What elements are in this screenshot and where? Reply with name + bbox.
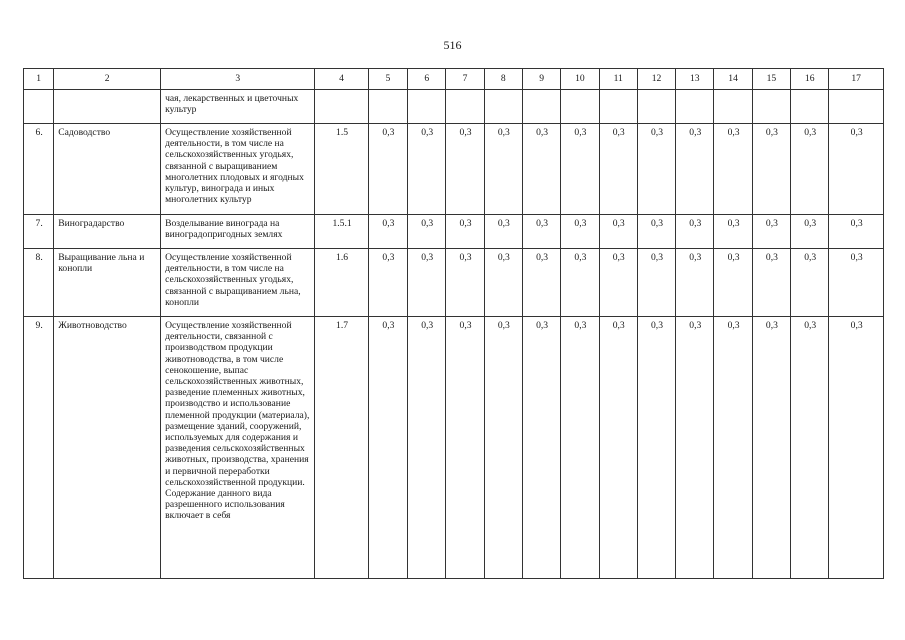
- coefficient-cell: 0,3: [752, 249, 790, 317]
- use-description: Осуществление хозяйственной деятельности, в том числе на сельскохозяйственных угодьях, связанной с выращиванием многолетних плодовых и ягодных культур, винограда и иных многолетних культур: [161, 124, 315, 215]
- column-header: 3: [161, 69, 315, 90]
- column-header: 7: [446, 69, 484, 90]
- coefficient-cell: 0,3: [752, 124, 790, 215]
- coefficient-cell: 0,3: [829, 124, 884, 215]
- coefficient-cell: [676, 90, 714, 124]
- coefficient-cell: 0,3: [368, 124, 407, 215]
- coefficient-cell: 0,3: [368, 249, 407, 317]
- coefficient-cell: 0,3: [791, 249, 829, 317]
- coefficient-cell: [561, 90, 599, 124]
- coefficient-cell: 0,3: [676, 317, 714, 579]
- use-description: Осуществление хозяйственной деятельности, связанной с производством продукции животноводства, в том числе сенокошение, выпас сельскохозяйственных животных, разведение племенных животных, производство и использование племенной продукции (материала), размещение зданий, сооружений, используемых для содержания и разведения сельскохозяйственных животных, производства, хранения и первичной переработки сельскохозяйственной продукции. Содержание данного вида разрешенного использования включает в себя: [161, 317, 315, 579]
- page-number: 516: [443, 38, 462, 52]
- coefficient-cell: 0,3: [561, 249, 599, 317]
- coefficient-cell: 0,3: [446, 124, 484, 215]
- coefficient-cell: 0,3: [752, 317, 790, 579]
- column-header: 5: [368, 69, 407, 90]
- use-description: Возделывание винограда на виноградопригодных землях: [161, 215, 315, 249]
- use-name: [54, 90, 161, 124]
- coefficient-cell: [791, 90, 829, 124]
- coefficient-cell: 0,3: [676, 249, 714, 317]
- coefficient-cell: 0,3: [599, 249, 637, 317]
- use-description: Осуществление хозяйственной деятельности, в том числе на сельскохозяйственных угодьях, связанной с выращиванием льна, конопли: [161, 249, 315, 317]
- coefficient-cell: 0,3: [829, 317, 884, 579]
- use-name: Выращивание льна и конопли: [54, 249, 161, 317]
- table-row: [24, 90, 884, 124]
- use-code: 1.7: [315, 317, 368, 579]
- column-header: 11: [599, 69, 637, 90]
- coefficient-cell: 0,3: [637, 249, 675, 317]
- coefficient-cell: 0,3: [637, 215, 675, 249]
- coefficient-cell: 0,3: [791, 317, 829, 579]
- coefficient-cell: 0,3: [714, 215, 752, 249]
- coefficient-cell: [446, 90, 484, 124]
- coefficient-cell: 0,3: [599, 317, 637, 579]
- coefficient-cell: 0,3: [408, 215, 446, 249]
- coefficient-cell: 0,3: [599, 124, 637, 215]
- use-name: Садоводство: [54, 124, 161, 215]
- column-header: 4: [315, 69, 368, 90]
- coefficient-cell: 0,3: [829, 249, 884, 317]
- coefficient-cell: 0,3: [408, 124, 446, 215]
- coefficient-cell: 0,3: [368, 317, 407, 579]
- row-number: 9.: [24, 317, 54, 579]
- coefficient-cell: [408, 90, 446, 124]
- coefficient-cell: [522, 90, 560, 124]
- row-number: 6.: [24, 124, 54, 215]
- column-header: 13: [676, 69, 714, 90]
- row-number: 7.: [24, 215, 54, 249]
- coefficient-cell: 0,3: [714, 249, 752, 317]
- column-header: 14: [714, 69, 752, 90]
- column-header: 2: [54, 69, 161, 90]
- column-header: 16: [791, 69, 829, 90]
- coefficient-cell: 0,3: [676, 124, 714, 215]
- coefficient-cell: 0,3: [829, 215, 884, 249]
- coefficient-cell: 0,3: [791, 215, 829, 249]
- use-code: 1.5.1: [315, 215, 368, 249]
- column-header: 1: [24, 69, 54, 90]
- coefficient-cell: [752, 90, 790, 124]
- coefficient-cell: 0,3: [484, 124, 522, 215]
- coefficient-cell: 0,3: [791, 124, 829, 215]
- coefficient-cell: 0,3: [599, 215, 637, 249]
- coefficient-cell: 0,3: [446, 317, 484, 579]
- use-name: Виноградарство: [54, 215, 161, 249]
- coefficient-cell: [599, 90, 637, 124]
- coefficient-cell: 0,3: [484, 317, 522, 579]
- coefficient-cell: 0,3: [484, 249, 522, 317]
- coefficient-cell: [368, 90, 407, 124]
- row-number: 8.: [24, 249, 54, 317]
- coefficient-cell: 0,3: [522, 124, 560, 215]
- coefficient-cell: 0,3: [561, 215, 599, 249]
- coefficient-cell: [637, 90, 675, 124]
- coefficient-cell: 0,3: [561, 317, 599, 579]
- coefficient-cell: 0,3: [752, 215, 790, 249]
- column-header: 8: [484, 69, 522, 90]
- coefficient-cell: 0,3: [368, 215, 407, 249]
- table-row: [24, 249, 884, 317]
- coefficient-cell: 0,3: [446, 215, 484, 249]
- coefficient-cell: [714, 90, 752, 124]
- table-row: [24, 215, 884, 249]
- coefficient-cell: 0,3: [637, 317, 675, 579]
- coefficient-cell: 0,3: [522, 249, 560, 317]
- coefficient-cell: [484, 90, 522, 124]
- coefficient-cell: 0,3: [714, 317, 752, 579]
- column-header: 15: [752, 69, 790, 90]
- column-header: 9: [522, 69, 560, 90]
- coefficient-cell: 0,3: [484, 215, 522, 249]
- land-use-table: [23, 68, 884, 579]
- table-row: [24, 317, 884, 579]
- use-code: 1.6: [315, 249, 368, 317]
- coefficient-cell: [829, 90, 884, 124]
- coefficient-cell: 0,3: [522, 317, 560, 579]
- column-header: 17: [829, 69, 884, 90]
- table-row: [24, 124, 884, 215]
- table-header-row: [24, 69, 884, 90]
- coefficient-cell: 0,3: [408, 249, 446, 317]
- column-header: 10: [561, 69, 599, 90]
- use-name: Животноводство: [54, 317, 161, 579]
- row-number: [24, 90, 54, 124]
- coefficient-cell: 0,3: [676, 215, 714, 249]
- column-header: 6: [408, 69, 446, 90]
- coefficient-cell: 0,3: [446, 249, 484, 317]
- use-code: 1.5: [315, 124, 368, 215]
- coefficient-cell: 0,3: [408, 317, 446, 579]
- use-description: чая, лекарственных и цветочных культур: [161, 90, 315, 124]
- coefficient-cell: 0,3: [522, 215, 560, 249]
- column-header: 12: [637, 69, 675, 90]
- coefficient-cell: 0,3: [637, 124, 675, 215]
- coefficient-cell: 0,3: [714, 124, 752, 215]
- coefficient-cell: 0,3: [561, 124, 599, 215]
- use-code: [315, 90, 368, 124]
